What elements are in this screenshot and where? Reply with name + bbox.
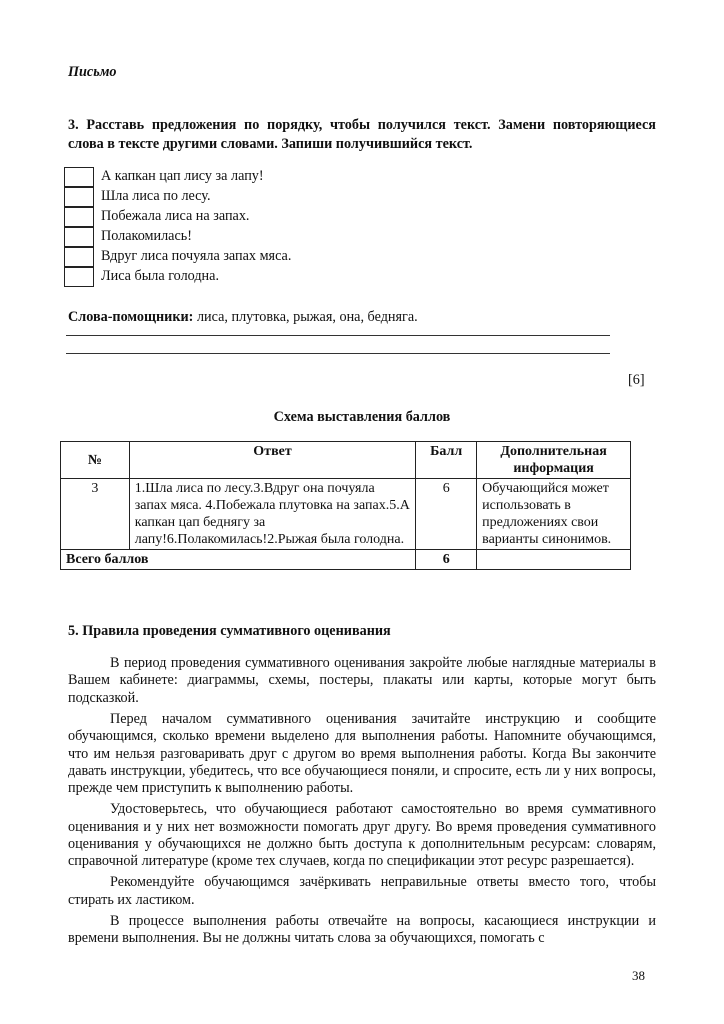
sentence-item — [64, 266, 291, 286]
sentence-item — [64, 206, 291, 226]
row-score: 6 — [416, 479, 477, 550]
answer-line[interactable] — [66, 335, 610, 336]
helper-words — [68, 309, 418, 326]
scoring-scheme-title: Схема выставления баллов — [273, 409, 451, 425]
total-score: 6 — [416, 550, 477, 570]
order-number-box[interactable] — [64, 167, 94, 187]
table-row — [61, 479, 631, 550]
order-number-box[interactable] — [64, 187, 94, 207]
paragraph: Перед началом суммативного оценивания зачитайте инструкцию и сообщите обучающимся, сколько времени выделено для выполнения работы. Напомните обучающимся, что им нельзя разговаривать друг с другом во время выполнения работы. Когда Вы закончите давать инструкции, убедитесь, что все обучающиеся поняли, и спросите, есть ли у них вопросы, прежде чем приступить к выполнению работы. — [68, 710, 656, 797]
marks-indicator: [6] — [628, 372, 645, 388]
row-number: 3 — [61, 479, 130, 550]
answer-line[interactable] — [66, 353, 610, 354]
sentence-text: Шла лиса по лесу. — [101, 187, 211, 204]
paragraph: Удостоверьтесь, что обучающиеся работают самостоятельно во время суммативного оценивания и у них нет возможности помогать друг другу. Во время проведения суммативного оценивания у обучающихся не должно быть доступа к дополнительным ресурсам: словарям, справочной литературе (кроме тех случаев, когда по спецификации этот ресурс разрешается). — [68, 801, 656, 870]
section-5-title: 5. Правила проведения суммативного оценивания — [68, 623, 391, 639]
page-number: 38 — [632, 968, 645, 983]
section-5-body — [68, 655, 656, 951]
scoring-scheme-table — [60, 441, 631, 570]
sentence-item — [64, 246, 291, 266]
section-heading: Письмо — [68, 64, 117, 80]
paragraph: В процессе выполнения работы отвечайте на вопросы, касающиеся инструкции и времени выполнения. Вы не должны читать слова за обучающихся, помогать с — [68, 912, 656, 947]
sentence-item — [64, 166, 291, 186]
task-instruction: 3. Расставь предложения по порядку, чтобы получился текст. Замени повторяющиеся слова в тексте другими словами. Запиши получившийся текст. — [68, 117, 656, 152]
sentence-text: А капкан цап лису за лапу! — [101, 167, 264, 184]
sentence-text: Лиса была голодна. — [101, 267, 219, 284]
sentence-item — [64, 226, 291, 246]
header-number: № — [61, 442, 130, 479]
total-label: Всего баллов — [61, 550, 416, 570]
table-header-row — [61, 442, 631, 479]
order-number-box[interactable] — [64, 227, 94, 247]
sentence-text: Полакомилась! — [101, 227, 192, 244]
paragraph: Рекомендуйте обучающимся зачёркивать неправильные ответы вместо того, чтобы стирать их ластиком. — [68, 874, 656, 908]
order-number-box[interactable] — [64, 247, 94, 267]
total-info-empty — [477, 550, 631, 570]
sentence-text: Вдруг лиса почуяла запах мяса. — [101, 247, 292, 264]
helper-words-list: лиса, плутовка, рыжая, она, бедняга. — [196, 309, 418, 325]
sentence-item — [64, 186, 291, 206]
row-answer: 1.Шла лиса по лесу.3.Вдруг она почуяла запах мяса. 4.Побежала плутовка на запах.5.А капкан цап беднягу за лапу!6.Полакомилась!2.Рыжая была голодна. — [129, 479, 416, 550]
sentence-ordering-list — [64, 166, 291, 286]
header-answer: Ответ — [129, 442, 416, 479]
order-number-box[interactable] — [64, 207, 94, 227]
helper-words-label: Слова-помощники: — [68, 309, 194, 325]
row-info: Обучающийся может использовать в предложениях свои варианты синонимов. — [477, 479, 631, 550]
total-row — [61, 550, 631, 570]
order-number-box[interactable] — [64, 267, 94, 287]
paragraph: В период проведения суммативного оценивания закройте любые наглядные материалы в Вашем кабинете: диаграммы, схемы, постеры, плакаты или карты, которые могут быть подсказкой. — [68, 655, 656, 706]
sentence-text: Побежала лиса на запах. — [101, 207, 250, 224]
header-info: Дополнительная информация — [477, 442, 631, 479]
header-score: Балл — [416, 442, 477, 479]
